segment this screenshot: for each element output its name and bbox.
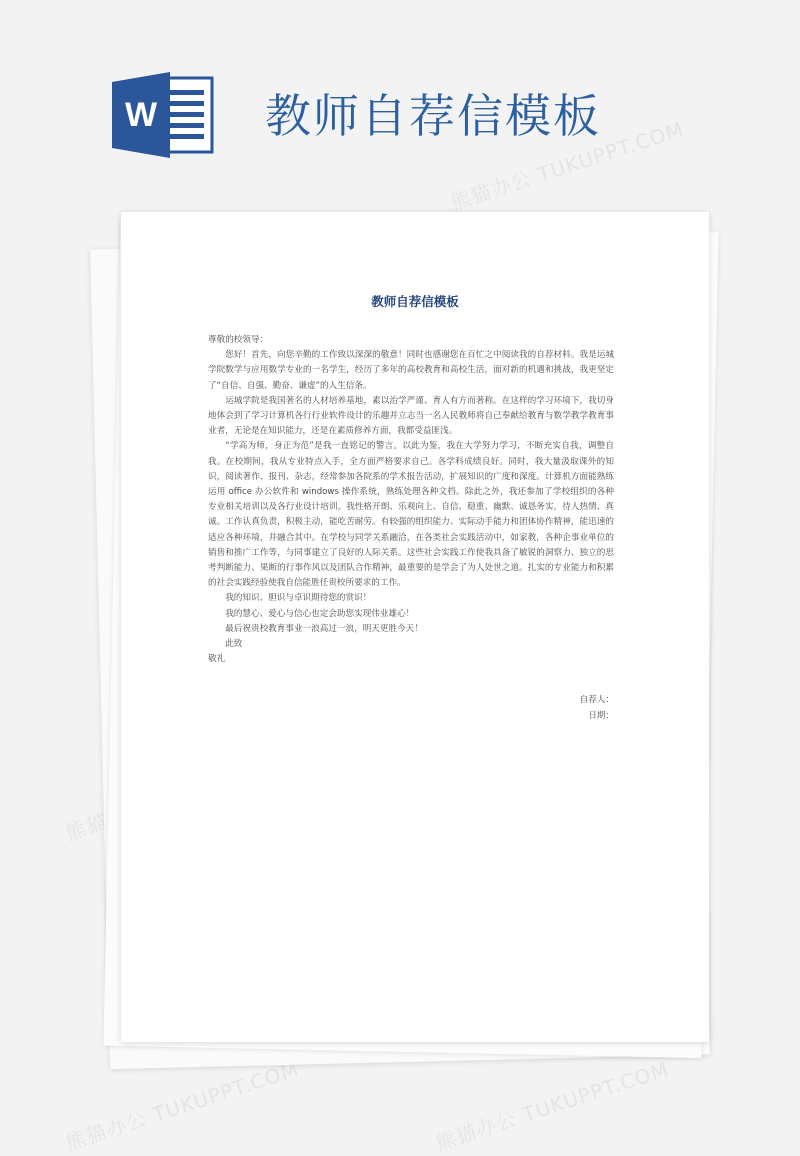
paragraph: “学高为师，身正为范”是我一直铭记的警言。以此为鉴，我在大学努力学习，不断充实自我，调整自我。在校期间，我从专业特点入手，全方面严格要求自己。各学科成绩良好。同时，我大量汲取课外的知识，阅读著作、报刊、杂志，经常参加各院系的学术报告活动，扩展知识的广度和深度。计算机方面能熟练运用 office 办公软件和 windows 操作系统，熟练处理各种文档。除此之外，我还参加了学校组织的各种专业相关培训以及各行业设计培训。我性格开朗、乐观向上、自信、稳重、幽默、诚恳务实，待人热情、真诚。工作认真负责，积极主动，能吃苦耐劳。有较强的组织能力、实际动手能力和团体协作精神，能迅速的适应各种环境，并融合其中。在学校与同学关系融洽，在各类社会实践活动中，如家教，各种企事业单位的销售和推广工作等，与同事建立了良好的人际关系。这些社会实践工作使我具备了敏锐的洞察力、独立的思考判断能力、果断的行事作风以及团队合作精神，最重要的是学会了为人处世之道。扎实的专业能力和积累的社会实践经验使我自信能胜任贵校所要求的工作。 [208, 441, 614, 589]
closing-line: 此致 [225, 639, 243, 650]
watermark: 熊猫办公 TUKUPPT.COM [62, 1056, 302, 1155]
closing-line: 我的知识、胆识与卓识期待您的赏识！ [225, 593, 372, 604]
watermark: 熊猫办公 TUKUPPT.COM [432, 1056, 672, 1155]
date-label: 日期： [588, 711, 614, 721]
svg-text:W: W [124, 96, 158, 134]
closing-line: 我的慧心、爱心与信心也定会助您实现伟业雄心！ [225, 608, 415, 619]
page-title: 教师自荐信模板 [265, 89, 601, 143]
document-body [208, 333, 614, 667]
word-icon [112, 72, 214, 158]
paragraph: 运城学院是我国著名的人材培养基地，素以治学严谨、育人有方而著称。在这样的学习环境下，我切身地体会到了学习计算机各行行业软件设计的乐趣并立志当一名人民教师将自己奉献给教育与数学教学教育事业者，无论是在知识能力，还是在素质修养方面，我都受益匪浅。 [208, 395, 614, 437]
signer-label: 自荐人： [579, 695, 614, 705]
paragraph: 您好！首先，向您辛勤的工作致以深深的敬意！同时也感谢您在百忙之中阅读我的自荐材料。我是运城学院数学与应用数学专业的一名学生，经历了多年的高校教育和高校生活，面对新的机遇和挑战，我更坚定了“自信、自强、勤奋、谦虚”的人生信条。 [208, 350, 614, 391]
salutation: 尊敬的校领导： [208, 335, 269, 345]
document-page [121, 212, 709, 1042]
header [0, 0, 800, 200]
watermark: 熊猫办公 TUKUPPT.COM [447, 116, 687, 215]
closing: 敬礼 [208, 654, 226, 665]
signature-block [208, 692, 614, 724]
closing-line: 最后祝贵校教育事业一浪高过一浪，明天更胜今天！ [225, 623, 423, 634]
document-title: 教师自荐信模板 [371, 294, 459, 309]
